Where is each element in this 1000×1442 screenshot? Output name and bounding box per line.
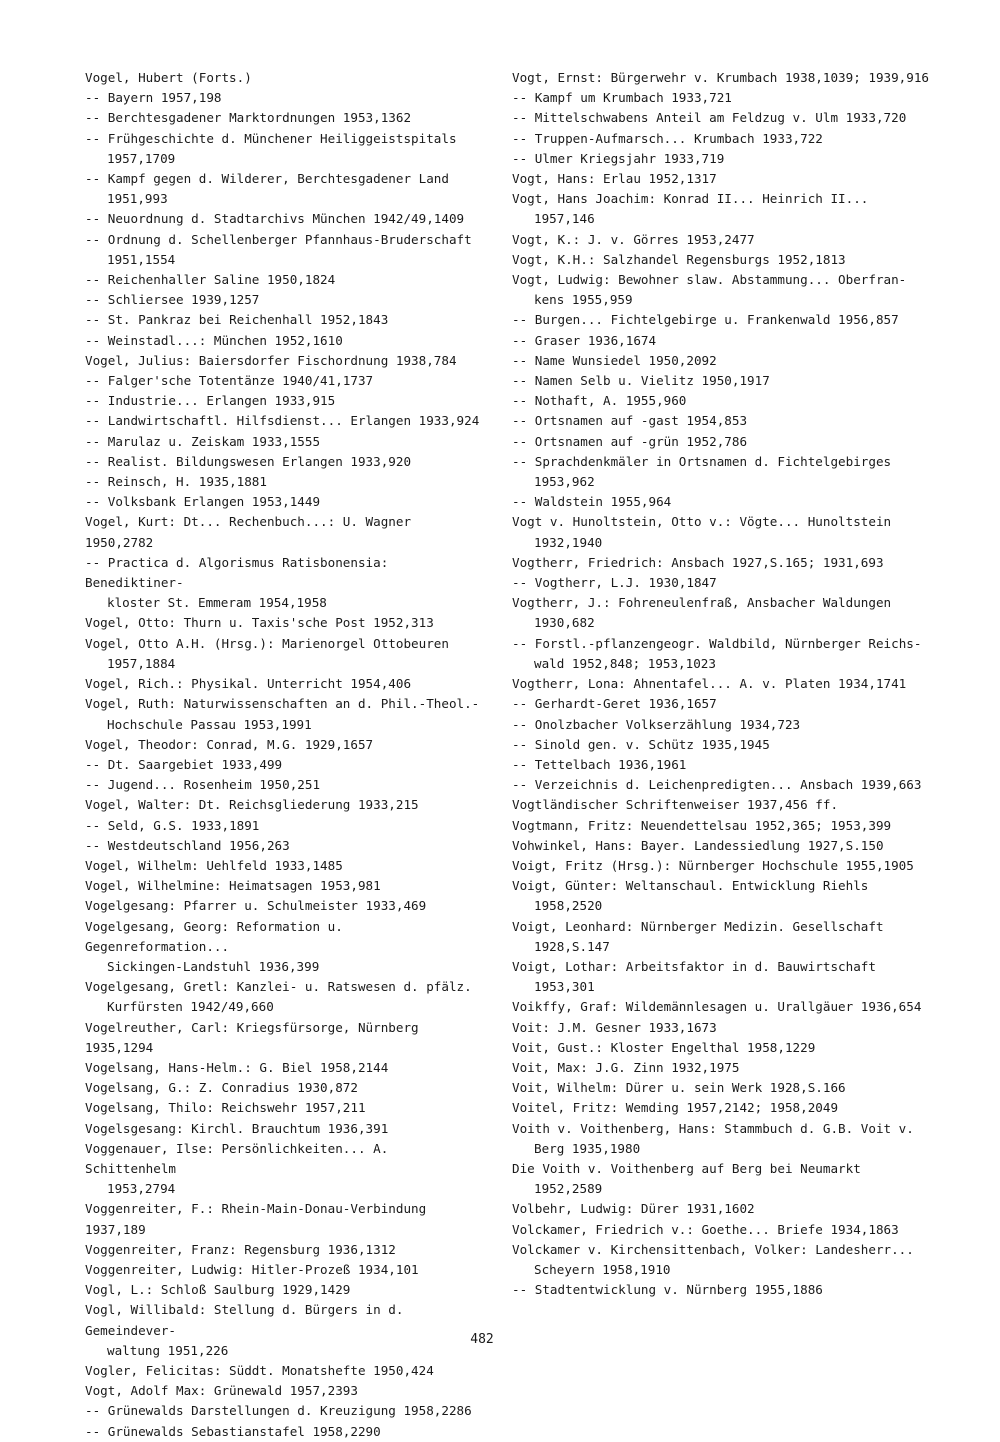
entry-continuation: Sickingen-Landstuhl 1936,399 — [107, 958, 320, 974]
entry-text: Die Voith v. Voithenberg auf Berg bei Neumarkt — [512, 1160, 861, 1176]
index-subentry — [512, 88, 932, 108]
index-entry — [512, 1098, 932, 1118]
entry-text: Voigt, Lothar: Arbeitsfaktor in d. Bauwirtschaft — [512, 958, 876, 974]
entry-text: Voigt, Leonhard: Nürnberger Medizin. Gesellschaft — [512, 918, 884, 934]
entry-text: -- Namen Selb u. Vielitz 1950,1917 — [512, 373, 770, 388]
index-entry — [85, 1018, 485, 1058]
index-entry — [85, 1381, 485, 1401]
entry-text: Vogt v. Hunoltstein, Otto v.: Vögte... Hunoltstein — [512, 514, 892, 530]
index-subentry — [85, 432, 485, 452]
entry-text: -- Reichenhaller Saline 1950,1824 — [85, 272, 335, 287]
entry-text: -- Bayern 1957,198 — [85, 90, 221, 105]
index-entry — [512, 68, 932, 88]
entry-text: Vogel, Wilhelmine: Heimatsagen 1953,981 — [85, 878, 381, 894]
index-entry — [85, 1361, 485, 1381]
index-entry — [85, 795, 485, 815]
index-entry — [85, 856, 485, 876]
index-subentry — [85, 391, 485, 411]
index-entry — [85, 1098, 485, 1118]
entry-text: Vogelsang, G.: Z. Conradius 1930,872 — [85, 1080, 358, 1096]
index-entry — [512, 553, 932, 573]
index-entry — [512, 816, 932, 836]
index-entry — [85, 694, 485, 734]
entry-text: Vogel, Kurt: Dt... Rechenbuch...: U. Wagner 1950,2782 — [85, 514, 412, 550]
index-subentry — [85, 452, 485, 472]
entry-text: Vogt, Hans: Erlau 1952,1317 — [512, 171, 717, 187]
index-subentry — [512, 432, 932, 452]
entry-text: Vogelgesang, Georg: Reformation u. Gegenreformation... — [85, 918, 343, 954]
entry-text: -- Jugend... Rosenheim 1950,251 — [85, 777, 320, 792]
entry-text: Vogt, Ludwig: Bewohner slaw. Abstammung... Oberfran- — [512, 272, 907, 288]
entry-text: -- Onolzbacher Volkserzählung 1934,723 — [512, 717, 800, 732]
entry-text: -- Vogtherr, L.J. 1930,1847 — [512, 575, 717, 590]
index-entry — [85, 1139, 485, 1200]
entry-text: Vohwinkel, Hans: Bayer. Landessiedlung 1927,S.150 — [512, 837, 884, 853]
entry-continuation: 1958,2520 — [534, 898, 603, 914]
entry-text: -- Stadtentwicklung v. Nürnberg 1955,1886 — [512, 1282, 823, 1297]
entry-continuation: 1953,301 — [534, 979, 595, 995]
entry-continuation: 1928,S.147 — [534, 938, 610, 954]
index-entry — [85, 613, 485, 633]
entry-text: Vogtherr, Lona: Ahnentafel... A. v. Platen 1934,1741 — [512, 676, 907, 692]
index-subentry — [85, 290, 485, 310]
entry-continuation: 1957,146 — [534, 211, 595, 227]
index-entry — [512, 1220, 932, 1240]
entry-continuation: 1951,993 — [107, 191, 168, 207]
entry-text: -- Burgen... Fichtelgebirge u. Frankenwald 1956,857 — [512, 312, 899, 327]
entry-text: Voit: J.M. Gesner 1933,1673 — [512, 1019, 717, 1035]
entry-continuation: 1932,1940 — [534, 534, 603, 550]
index-entry — [85, 876, 485, 896]
entry-text: -- Ulmer Kriegsjahr 1933,719 — [512, 151, 724, 166]
entry-text: -- Dt. Saargebiet 1933,499 — [85, 757, 282, 772]
index-subentry — [85, 88, 485, 108]
index-entry — [512, 512, 932, 552]
entry-text: Voigt, Fritz (Hrsg.): Nürnberger Hochschule 1955,1905 — [512, 857, 914, 873]
entry-text: Volckamer, Friedrich v.: Goethe... Briefe 1934,1863 — [512, 1221, 899, 1237]
index-entry — [85, 634, 485, 674]
entry-text: Voit, Max: J.G. Zinn 1932,1975 — [512, 1059, 740, 1075]
entry-continuation: 1953,962 — [534, 474, 595, 490]
index-entry — [85, 1078, 485, 1098]
index-entry — [512, 1058, 932, 1078]
index-subentry — [512, 331, 932, 351]
index-subentry — [85, 775, 485, 795]
index-entry — [85, 1280, 485, 1300]
index-entry — [512, 1240, 932, 1280]
entry-text: Vogel, Rich.: Physikal. Unterricht 1954,406 — [85, 676, 412, 692]
index-subentry — [85, 755, 485, 775]
entry-text: Vogel, Walter: Dt. Reichsgliederung 1933,215 — [85, 797, 419, 813]
entry-continuation: Hochschule Passau 1953,1991 — [107, 716, 312, 732]
left-column — [85, 68, 485, 1442]
index-entry — [512, 1119, 932, 1159]
entry-continuation: 1930,682 — [534, 615, 595, 631]
entry-text: Vogler, Felicitas: Süddt. Monatshefte 1950,424 — [85, 1363, 434, 1378]
index-subentry — [512, 775, 932, 795]
index-subentry — [512, 351, 932, 371]
entry-text: Voitel, Fritz: Wemding 1957,2142; 1958,2049 — [512, 1100, 839, 1116]
entry-text: -- Name Wunsiedel 1950,2092 — [512, 353, 717, 368]
entry-text: Vogelgesang, Gretl: Kanzlei- u. Ratswesen d. pfälz. — [85, 979, 472, 995]
index-entry — [512, 856, 932, 876]
entry-continuation: Berg 1935,1980 — [534, 1140, 641, 1156]
index-entry — [512, 957, 932, 997]
index-subentry — [512, 715, 932, 735]
entry-text: Vogt, Adolf Max: Grünewald 1957,2393 — [85, 1383, 358, 1399]
index-subentry — [512, 310, 932, 330]
entry-text: Vogelsang, Hans-Helm.: G. Biel 1958,2144 — [85, 1059, 389, 1075]
index-entry — [512, 795, 932, 815]
entry-text: -- Truppen-Aufmarsch... Krumbach 1933,722 — [512, 131, 823, 146]
page-number: 482 — [470, 1332, 494, 1347]
entry-text: Vogel, Wilhelm: Uehlfeld 1933,1485 — [85, 857, 343, 873]
index-subentry — [512, 694, 932, 714]
entry-text: -- Mittelschwabens Anteil am Feldzug v. Ulm 1933,720 — [512, 110, 906, 125]
entry-text: Vogel, Hubert (Forts.) — [85, 70, 252, 85]
entry-text: -- Ortsnamen auf -grün 1952,786 — [512, 434, 747, 449]
entry-text: Voigt, Günter: Weltanschaul. Entwicklung Riehls — [512, 878, 869, 894]
index-entry — [85, 512, 485, 552]
entry-text: -- Grünewalds Darstellungen d. Kreuzigung 1958,2286 — [85, 1403, 472, 1418]
entry-text: Vogelgesang: Pfarrer u. Schulmeister 1933,469 — [85, 898, 427, 914]
index-entry — [512, 270, 932, 310]
index-subentry — [85, 553, 485, 614]
entry-text: -- Schliersee 1939,1257 — [85, 292, 259, 307]
index-subentry — [85, 1422, 485, 1442]
entry-text: Voggenauer, Ilse: Persönlichkeiten... A. Schittenhelm — [85, 1140, 389, 1176]
index-entry — [512, 230, 932, 250]
index-entry — [512, 1038, 932, 1058]
index-subentry — [512, 492, 932, 512]
entry-text: -- Forstl.-pflanzengeogr. Waldbild, Nürnberger Reichs- — [512, 636, 921, 651]
index-subentry — [85, 169, 485, 209]
entry-text: -- Falger'sche Totentänze 1940/41,1737 — [85, 373, 373, 388]
entry-text: -- Neuordnung d. Stadtarchivs München 1942/49,1409 — [85, 211, 464, 226]
index-subentry — [512, 735, 932, 755]
entry-text: Vogel, Otto A.H. (Hrsg.): Marienorgel Ottobeuren — [85, 635, 449, 651]
entry-text: Volckamer v. Kirchensittenbach, Volker: Landesherr... — [512, 1241, 914, 1257]
index-entry — [85, 1058, 485, 1078]
entry-text: -- Grünewalds Sebastianstafel 1958,2290 — [85, 1424, 381, 1439]
entry-text: Vogelsgesang: Kirchl. Brauchtum 1936,391 — [85, 1120, 389, 1136]
entry-text: -- Westdeutschland 1956,263 — [85, 838, 290, 853]
index-subentry — [512, 371, 932, 391]
entry-continuation: 1957,1884 — [107, 655, 176, 671]
entry-text: Vogtländischer Schriftenweiser 1937,456 ff. — [512, 797, 839, 813]
entry-text: Vogl, Willibald: Stellung d. Bürgers in d. Gemeindever- — [85, 1302, 404, 1338]
index-subentry — [85, 411, 485, 431]
index-entry — [85, 1199, 485, 1239]
entry-text: Voit, Gust.: Kloster Engelthal 1958,1229 — [512, 1039, 816, 1055]
index-subentry — [85, 371, 485, 391]
index-subentry — [85, 472, 485, 492]
index-subentry — [85, 836, 485, 856]
entry-text: Voith v. Voithenberg, Hans: Stammbuch d. G.B. Voit v. — [512, 1120, 914, 1136]
entry-text: -- Seld, G.S. 1933,1891 — [85, 818, 259, 833]
entry-text: Vogel, Ruth: Naturwissenschaften an d. Phil.-Theol.- — [85, 696, 480, 712]
entry-text: -- Sinold gen. v. Schütz 1935,1945 — [512, 737, 770, 752]
entry-text: Voggenreiter, Franz: Regensburg 1936,1312 — [85, 1241, 396, 1257]
entry-continuation: Scheyern 1958,1910 — [534, 1261, 671, 1277]
index-subentry — [512, 755, 932, 775]
index-subentry — [85, 816, 485, 836]
index-entry — [85, 1300, 485, 1361]
index-entry — [512, 189, 932, 229]
index-entry — [512, 997, 932, 1017]
entry-text: -- Weinstadl...: München 1952,1610 — [85, 333, 343, 348]
index-entry — [85, 1260, 485, 1280]
entry-continuation: kens 1955,959 — [534, 292, 633, 308]
entry-continuation: Kurfürsten 1942/49,660 — [107, 999, 274, 1015]
index-subentry — [512, 108, 932, 128]
entry-continuation: 1957,1709 — [107, 150, 176, 166]
index-entry — [85, 1119, 485, 1139]
index-entry — [512, 836, 932, 856]
entry-text: -- Reinsch, H. 1935,1881 — [85, 474, 267, 489]
index-subentry — [512, 1280, 932, 1300]
index-subentry — [512, 391, 932, 411]
index-subentry — [85, 310, 485, 330]
entry-text: -- Industrie... Erlangen 1933,915 — [85, 393, 335, 408]
entry-text: Voggenreiter, F.: Rhein-Main-Donau-Verbindung 1937,189 — [85, 1201, 427, 1237]
entry-text: -- St. Pankraz bei Reichenhall 1952,1843 — [85, 312, 388, 327]
index-entry — [85, 68, 485, 88]
entry-text: Vogt, K.H.: Salzhandel Regensburgs 1952,1813 — [512, 251, 846, 267]
entry-text: -- Berchtesgadener Marktordnungen 1953,1362 — [85, 110, 411, 125]
index-entry — [512, 593, 932, 633]
entry-text: -- Gerhardt-Geret 1936,1657 — [512, 696, 717, 711]
index-subentry — [512, 573, 932, 593]
entry-text: -- Nothaft, A. 1955,960 — [512, 393, 686, 408]
entry-text: Voggenreiter, Ludwig: Hitler-Prozeß 1934,101 — [85, 1261, 419, 1277]
index-entry — [85, 917, 485, 978]
index-entry — [85, 351, 485, 371]
index-entry — [512, 1078, 932, 1098]
entry-text: -- Tettelbach 1936,1961 — [512, 757, 686, 772]
entry-text: -- Ordnung d. Schellenberger Pfannhaus-Bruderschaft — [85, 232, 472, 247]
index-entry — [85, 735, 485, 755]
index-subentry — [512, 149, 932, 169]
index-entry — [512, 876, 932, 916]
entry-continuation: 1951,1554 — [107, 251, 176, 267]
index-subentry — [85, 492, 485, 512]
entry-text: Vogel, Julius: Baiersdorfer Fischordnung 1938,784 — [85, 352, 457, 368]
entry-text: Vogtmann, Fritz: Neuendettelsau 1952,365; 1953,399 — [512, 817, 892, 833]
entry-text: -- Waldstein 1955,964 — [512, 494, 671, 509]
entry-text: -- Graser 1936,1674 — [512, 333, 656, 348]
entry-text: Vogtherr, J.: Fohreneulenfraß, Ansbacher Waldungen — [512, 595, 892, 611]
index-subentry — [512, 129, 932, 149]
index-entry — [85, 977, 485, 1017]
entry-text: -- Sprachdenkmäler in Ortsnamen d. Fichtelgebirges — [512, 454, 891, 469]
index-subentry — [512, 634, 932, 674]
index-entry — [512, 1159, 932, 1199]
index-subentry — [85, 108, 485, 128]
entry-text: -- Kampf um Krumbach 1933,721 — [512, 90, 732, 105]
entry-continuation: wald 1952,848; 1953,1023 — [534, 655, 716, 671]
entry-text: -- Ortsnamen auf -gast 1954,853 — [512, 413, 747, 428]
index-entry — [85, 1240, 485, 1260]
entry-text: -- Volksbank Erlangen 1953,1449 — [85, 494, 320, 509]
entry-text: Voikffy, Graf: Wildemännlesagen u. Urallgäuer 1936,654 — [512, 999, 922, 1015]
entry-text: Vogtherr, Friedrich: Ansbach 1927,S.165; 1931,693 — [512, 554, 884, 570]
index-entry — [85, 896, 485, 916]
index-entry — [512, 917, 932, 957]
index-subentry — [85, 270, 485, 290]
entry-text: -- Verzeichnis d. Leichenpredigten... Ansbach 1939,663 — [512, 777, 921, 792]
entry-text: -- Kampf gegen d. Wilderer, Berchtesgadener Land — [85, 171, 449, 186]
entry-text: Volbehr, Ludwig: Dürer 1931,1602 — [512, 1201, 755, 1217]
entry-continuation: 1953,2794 — [107, 1181, 176, 1197]
index-entry — [512, 1018, 932, 1038]
entry-text: Vogel, Theodor: Conrad, M.G. 1929,1657 — [85, 736, 374, 752]
entry-text: Voit, Wilhelm: Dürer u. sein Werk 1928,S.166 — [512, 1080, 846, 1096]
entry-text: -- Landwirtschaftl. Hilfsdienst... Erlangen 1933,924 — [85, 413, 479, 428]
index-entry — [512, 250, 932, 270]
entry-text: Vogelsang, Thilo: Reichswehr 1957,211 — [85, 1100, 366, 1116]
entry-text: Vogl, L.: Schloß Saulburg 1929,1429 — [85, 1282, 351, 1298]
entry-text: -- Marulaz u. Zeiskam 1933,1555 — [85, 434, 320, 449]
index-subentry — [85, 209, 485, 229]
index-subentry — [85, 1401, 485, 1421]
index-subentry — [512, 452, 932, 492]
index-entry — [512, 1199, 932, 1219]
index-subentry — [85, 230, 485, 270]
entry-text: Vogt, Ernst: Bürgerwehr v. Krumbach 1938,1039; 1939,916 — [512, 70, 930, 85]
entry-text: -- Practica d. Algorismus Ratisbonensia: Benediktiner- — [85, 555, 388, 590]
entry-text: Vogt, K.: J. v. Görres 1953,2477 — [512, 231, 755, 247]
index-subentry — [85, 129, 485, 169]
index-entry — [85, 674, 485, 694]
entry-text: Vogel, Otto: Thurn u. Taxis'sche Post 1952,313 — [85, 615, 434, 631]
index-entry — [512, 169, 932, 189]
entry-text: -- Frühgeschichte d. Münchener Heiliggeistspitals — [85, 131, 457, 146]
entry-continuation: waltung 1951,226 — [107, 1342, 229, 1358]
entry-continuation: 1952,2589 — [534, 1181, 603, 1197]
index-subentry — [85, 331, 485, 351]
entry-text: Vogt, Hans Joachim: Konrad II... Heinrich II... — [512, 191, 869, 207]
entry-continuation: kloster St. Emmeram 1954,1958 — [107, 595, 327, 611]
entry-text: -- Realist. Bildungswesen Erlangen 1933,920 — [85, 454, 411, 469]
entry-text: Vogelreuther, Carl: Kriegsfürsorge, Nürnberg 1935,1294 — [85, 1019, 419, 1055]
index-entry — [512, 674, 932, 694]
index-subentry — [512, 411, 932, 431]
right-column — [512, 68, 932, 1300]
